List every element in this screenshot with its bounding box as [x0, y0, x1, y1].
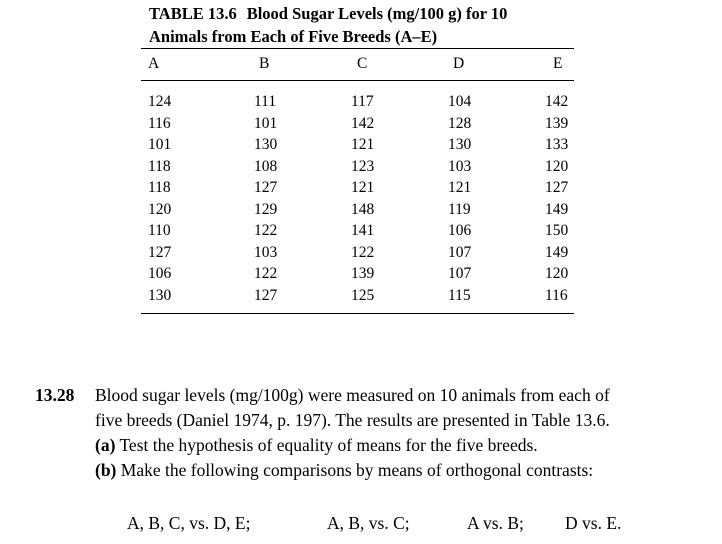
table-cell-e: 139 — [545, 114, 569, 132]
table-cell-a: 106 — [148, 265, 172, 282]
problem-number: 13.28 — [35, 385, 75, 405]
table-cell-c: 125 — [351, 286, 375, 304]
table-cell-b: 103 — [254, 243, 278, 261]
table-cell-d: 119 — [448, 200, 471, 218]
table-cell-e: 116 — [545, 286, 568, 304]
part-a-label: (a) — [95, 435, 116, 455]
table-cell-b: 130 — [254, 136, 278, 153]
table-cell-c: 142 — [351, 114, 375, 132]
contrast-3: A vs. B; — [467, 513, 524, 533]
table-cell-e: 150 — [545, 222, 569, 239]
table-cell-a: 101 — [148, 136, 172, 153]
problem-part-a — [95, 433, 695, 458]
table-top-rule — [141, 48, 574, 49]
table-title-line-2: Animals from Each of Five Breeds (A–E) — [149, 27, 438, 46]
table-cell-d: 128 — [448, 114, 472, 132]
table-cell-e: 149 — [545, 243, 569, 261]
column-header-a: A — [148, 55, 160, 72]
table-cell-c: 141 — [351, 222, 375, 239]
part-a-text: Test the hypothesis of equality of means for the five breeds. — [119, 435, 538, 455]
table-cell-c: 117 — [351, 93, 374, 110]
contrast-2: A, B, vs. C; — [327, 513, 410, 533]
table-cell-c: 148 — [351, 200, 375, 218]
table-cell-d: 104 — [448, 93, 472, 110]
table-cell-d: 107 — [448, 243, 472, 261]
table-row — [0, 200, 722, 221]
table-row — [0, 135, 722, 156]
table-bottom-rule — [141, 313, 574, 314]
table-cell-d: 103 — [448, 157, 472, 175]
table-cell-b: 108 — [254, 157, 278, 175]
table-number: TABLE 13.6 — [149, 4, 237, 23]
table-cell-e: 133 — [545, 136, 569, 153]
table-title-line-1: Blood Sugar Levels (mg/100 g) for 10 — [246, 4, 508, 23]
table-cell-b: 127 — [254, 179, 278, 196]
table-cell-e: 120 — [545, 157, 569, 175]
problem-text — [95, 383, 695, 483]
table-cell-d: 130 — [448, 136, 472, 153]
table-row — [0, 243, 722, 264]
table-cell-e: 120 — [545, 265, 569, 282]
table-cell-b: 101 — [254, 114, 278, 132]
table-row — [0, 92, 722, 113]
table-caption-line-1 — [149, 2, 579, 25]
table-cell-b: 127 — [254, 286, 278, 304]
table-cell-c: 139 — [351, 265, 375, 282]
table-cell-e: 142 — [545, 93, 569, 110]
table-cell-b: 129 — [254, 200, 278, 218]
table-row — [0, 221, 722, 242]
table-row — [0, 114, 722, 135]
table-cell-c: 121 — [351, 136, 375, 153]
table-cell-d: 107 — [448, 265, 472, 282]
table-header-rule — [141, 80, 574, 81]
table-cell-c: 121 — [351, 179, 375, 196]
problem-part-b — [95, 458, 695, 483]
table-cell-a: 124 — [148, 93, 172, 110]
column-header-e: E — [553, 55, 563, 72]
table-row — [0, 264, 722, 285]
table-cell-c: 123 — [351, 157, 375, 175]
part-b-label: (b) — [95, 460, 117, 480]
table-cell-b: 122 — [254, 222, 278, 239]
table-cell-a: 118 — [148, 157, 171, 175]
table-cell-a: 116 — [148, 114, 171, 132]
table-cell-d: 106 — [448, 222, 472, 239]
table-cell-b: 111 — [254, 93, 277, 110]
table-cell-e: 127 — [545, 179, 569, 196]
table-cell-b: 122 — [254, 265, 278, 282]
table-cell-a: 130 — [148, 286, 172, 304]
table-cell-d: 121 — [448, 179, 472, 196]
column-header-c: C — [357, 55, 368, 72]
part-b-text: Make the following comparisons by means of orthogonal contrasts: — [120, 460, 594, 480]
table-row — [0, 157, 722, 178]
table-cell-a: 118 — [148, 179, 171, 196]
table-row — [0, 178, 722, 199]
contrast-1: A, B, C, vs. D, E; — [127, 513, 251, 533]
column-header-b: B — [259, 55, 270, 72]
table-cell-d: 115 — [448, 286, 471, 304]
table-cell-c: 122 — [351, 243, 375, 261]
table-row — [0, 286, 722, 307]
column-header-d: D — [453, 55, 465, 72]
problem-line-2: five breeds (Daniel 1974, p. 197). The results are presented in Table 13.6. — [95, 410, 610, 430]
table-caption — [149, 2, 579, 48]
problem-line-1: Blood sugar levels (mg/100g) were measured on 10 animals from each of — [95, 385, 610, 405]
table-cell-e: 149 — [545, 200, 569, 218]
table-cell-a: 110 — [148, 222, 171, 239]
contrast-4: D vs. E. — [565, 513, 622, 533]
table-cell-a: 120 — [148, 200, 172, 218]
table-cell-a: 127 — [148, 243, 172, 261]
